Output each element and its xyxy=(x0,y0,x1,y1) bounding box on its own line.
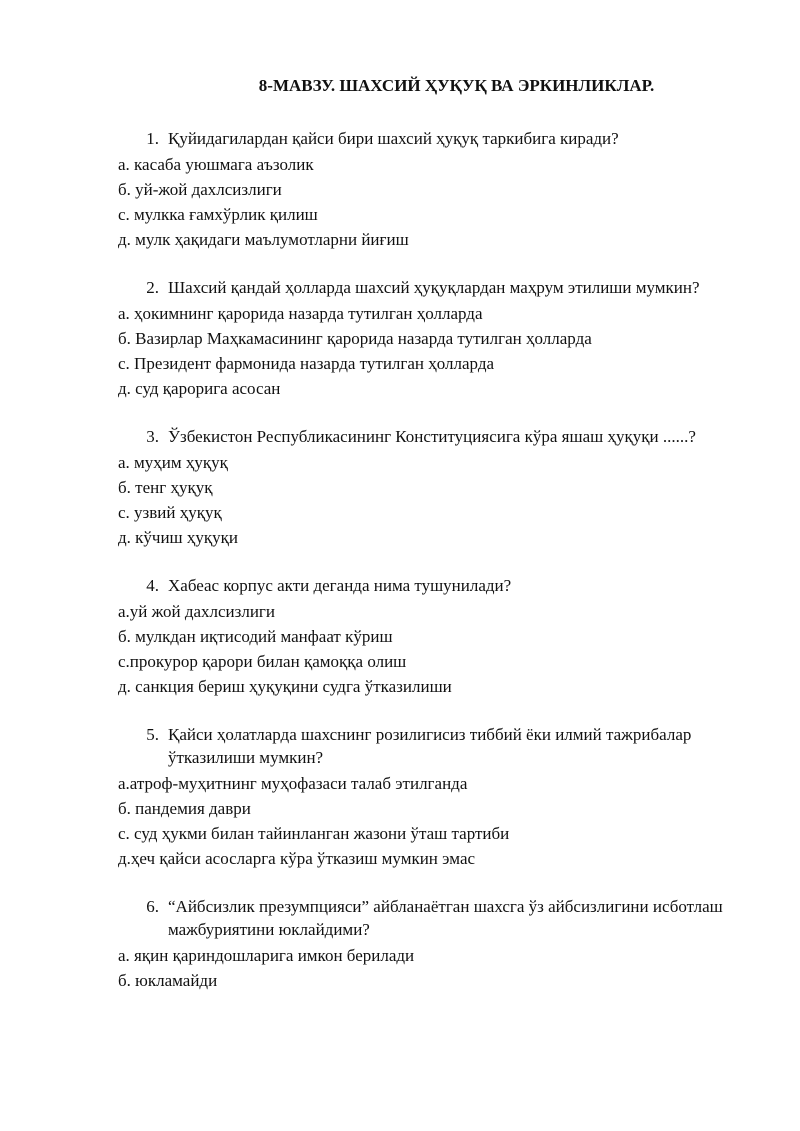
answer-option: с. Президент фармонида назарда тутилган ҳолларда xyxy=(118,354,495,373)
answer-option: с. суд ҳукми билан тайинланган жазони ўташ тартиби xyxy=(118,824,510,843)
answer-option: с. узвий ҳуқуқ xyxy=(118,503,222,522)
answer-option: а.уй жой дахлсизлиги xyxy=(118,602,276,621)
answer-option: б. мулкдан иқтисодий манфаат кўриш xyxy=(118,627,393,646)
answer-option: б. тенг ҳуқуқ xyxy=(118,478,213,497)
question-number: 1. xyxy=(146,129,159,148)
question-text: Хабеас корпус акти деганда нима тушунилади? xyxy=(168,576,512,595)
answer-option: б. Вазирлар Маҳкамасининг қарорида назарда тутилган ҳолларда xyxy=(118,329,592,348)
question-number: 2. xyxy=(146,278,159,297)
question-2 xyxy=(118,276,738,401)
answer-option: б. пандемия даври xyxy=(118,799,251,818)
question-text: Шахсий қандай ҳолларда шахсий ҳуқуқлардан маҳрум этилиши мумкин? xyxy=(168,278,700,297)
answer-option: с.прокурор қарори билан қамоққа олиш xyxy=(118,652,407,671)
answer-options xyxy=(118,599,738,699)
question-text: Қайси ҳолатларда шахснинг розилигисиз тиббий ёки илмий тажрибалар ўтказилиши мумкин? xyxy=(168,725,692,767)
answer-option: а. касаба уюшмага аъзолик xyxy=(118,155,314,174)
page-title: 8-МАВЗУ. ШАХСИЙ ҲУҚУҚ ВА ЭРКИНЛИКЛАР. xyxy=(258,76,655,95)
answer-option: а. яқин қариндошларига имкон берилади xyxy=(118,946,415,965)
question-6 xyxy=(118,895,738,993)
question-number: 3. xyxy=(146,427,159,446)
question-text: Қуйидагилардан қайси бири шахсий ҳуқуқ таркибига киради? xyxy=(168,129,619,148)
answer-option: д. кўчиш ҳуқуқи xyxy=(118,528,239,547)
answer-option: д. мулк ҳақидаги маълумотларни йиғиш xyxy=(118,230,409,249)
question-text: “Айбсизлик презумпцияси” айбланаётган шахсга ўз айбсизлигини исботлаш мажбуриятини юклайдими? xyxy=(168,897,723,939)
question-list xyxy=(118,127,738,1017)
answer-option: б. юкламайди xyxy=(118,971,218,990)
question-4 xyxy=(118,574,738,699)
answer-option: д.ҳеч қайси асосларга кўра ўтказиш мумкин эмас xyxy=(118,849,476,868)
question-1 xyxy=(118,127,738,252)
answer-options xyxy=(118,450,738,550)
answer-option: д. санкция бериш ҳуқуқини судга ўтказилиши xyxy=(118,677,452,696)
question-number: 5. xyxy=(146,725,159,744)
answer-option: б. уй-жой дахлсизлиги xyxy=(118,180,282,199)
answer-option: а. муҳим ҳуқуқ xyxy=(118,453,228,472)
answer-option: а. ҳокимнинг қарорида назарда тутилган ҳолларда xyxy=(118,304,483,323)
question-3 xyxy=(118,425,738,550)
question-text: Ўзбекистон Республикасининг Конституциясига кўра яшаш ҳуқуқи ......? xyxy=(168,427,696,446)
answer-option: д. суд қарорига асосан xyxy=(118,379,281,398)
answer-options xyxy=(118,943,738,993)
answer-option: с. мулкка ғамхўрлик қилиш xyxy=(118,205,318,224)
answer-option: а.атроф-муҳитнинг муҳофазаси талаб этилганда xyxy=(118,774,468,793)
question-number: 6. xyxy=(146,897,159,916)
answer-options xyxy=(118,301,738,401)
question-number: 4. xyxy=(146,576,159,595)
answer-options xyxy=(118,771,738,871)
question-5 xyxy=(118,723,738,871)
answer-options xyxy=(118,152,738,252)
